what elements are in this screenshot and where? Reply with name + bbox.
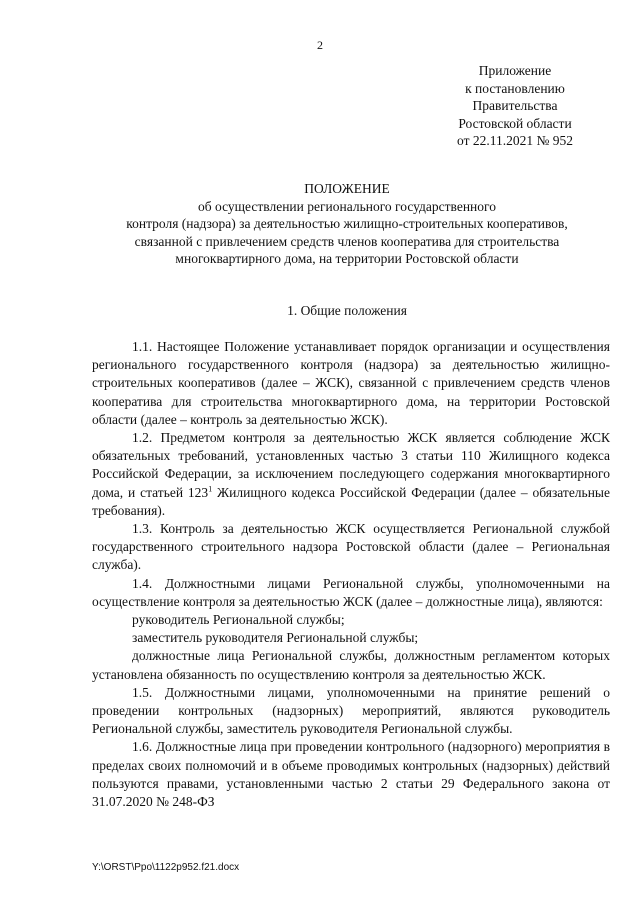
document-title	[92, 180, 602, 268]
appendix-line: Приложение	[478, 63, 552, 78]
appendix-line: от 22.11.2021 № 952	[457, 133, 573, 148]
list-item: должностные лица Региональной службы, должностным регламентом которых установлена обязанность по осуществлению контроля за деятельностью ЖСК.	[92, 648, 610, 682]
section-heading: 1. Общие положения	[287, 303, 407, 318]
title-line: многоквартирного дома, на территории Ростовской области	[175, 251, 519, 266]
title-line: связанной с привлечением средств членов кооператива для строительства	[134, 233, 560, 249]
appendix-line: Ростовской области	[458, 115, 572, 131]
list-item: заместитель руководителя Региональной службы;	[132, 630, 419, 646]
paragraph-1-2-text-b: Жилищного кодекса Российской Федерации (далее – обязательные требования).	[92, 484, 610, 518]
appendix-line: Правительства	[472, 98, 558, 113]
paragraph-1-2-text-a: 1.2. Предметом контроля за деятельностью ЖСК является соблюдение ЖСК обязательных требований, установленных частью 3 статьи 110 Жилищного кодекса Российской Федерации, за исключением последующего содержания многоквартирного дома, и статьей 123	[92, 430, 610, 500]
title-line: об осуществлении регионального государственного	[198, 198, 496, 214]
paragraph-1-2	[92, 429, 610, 520]
paragraph-1-4: 1.4. Должностными лицами Региональной службы, уполномоченными на осуществление контроля за деятельностью ЖСК (далее – должностные лица), являются:	[92, 575, 610, 609]
title-line: контроля (надзора) за деятельностью жилищно-строительных кооперативов,	[126, 216, 568, 231]
paragraph-1-1: 1.1. Настоящее Положение устанавливает порядок организации и осуществления регионального государственного контроля (надзора) за деятельностью жилищно-строительных кооперативов (далее – ЖСК), связанной с привлечением средств членов кооператива для строительства многоквартирного дома, на территории Ростовской области (далее – контроль за деятельностью ЖСК).	[92, 339, 610, 427]
footer-file-path: Y:\ORST\Ppo\1122p952.f21.docx	[92, 862, 240, 873]
appendix-block	[440, 62, 590, 150]
paragraph-1-6: 1.6. Должностные лица при проведении контрольного (надзорного) мероприятия в пределах своих полномочий и в объеме проводимых контрольных (надзорных) действий пользуются правами, установленными частью 2 статьи 29 Федерального закона от 31.07.2020 № 248-ФЗ	[92, 739, 610, 810]
document-body	[92, 338, 610, 811]
paragraph-1-3: 1.3. Контроль за деятельностью ЖСК осуществляется Региональной службой государственного строительного надзора Ростовской области (далее – Региональная служба).	[92, 521, 610, 573]
appendix-line: к постановлению	[465, 80, 565, 96]
superscript: 1	[208, 484, 213, 494]
list-item: руководитель Региональной службы;	[132, 612, 345, 628]
title-line: ПОЛОЖЕНИЕ	[304, 181, 390, 196]
paragraph-1-5: 1.5. Должностными лицами, уполномоченными на принятие решений о проведении контрольных (надзорных) мероприятий, являются руководитель Региональной службы, заместитель руководителя Региональной службы.	[92, 684, 610, 737]
page-number: 2	[317, 38, 323, 52]
